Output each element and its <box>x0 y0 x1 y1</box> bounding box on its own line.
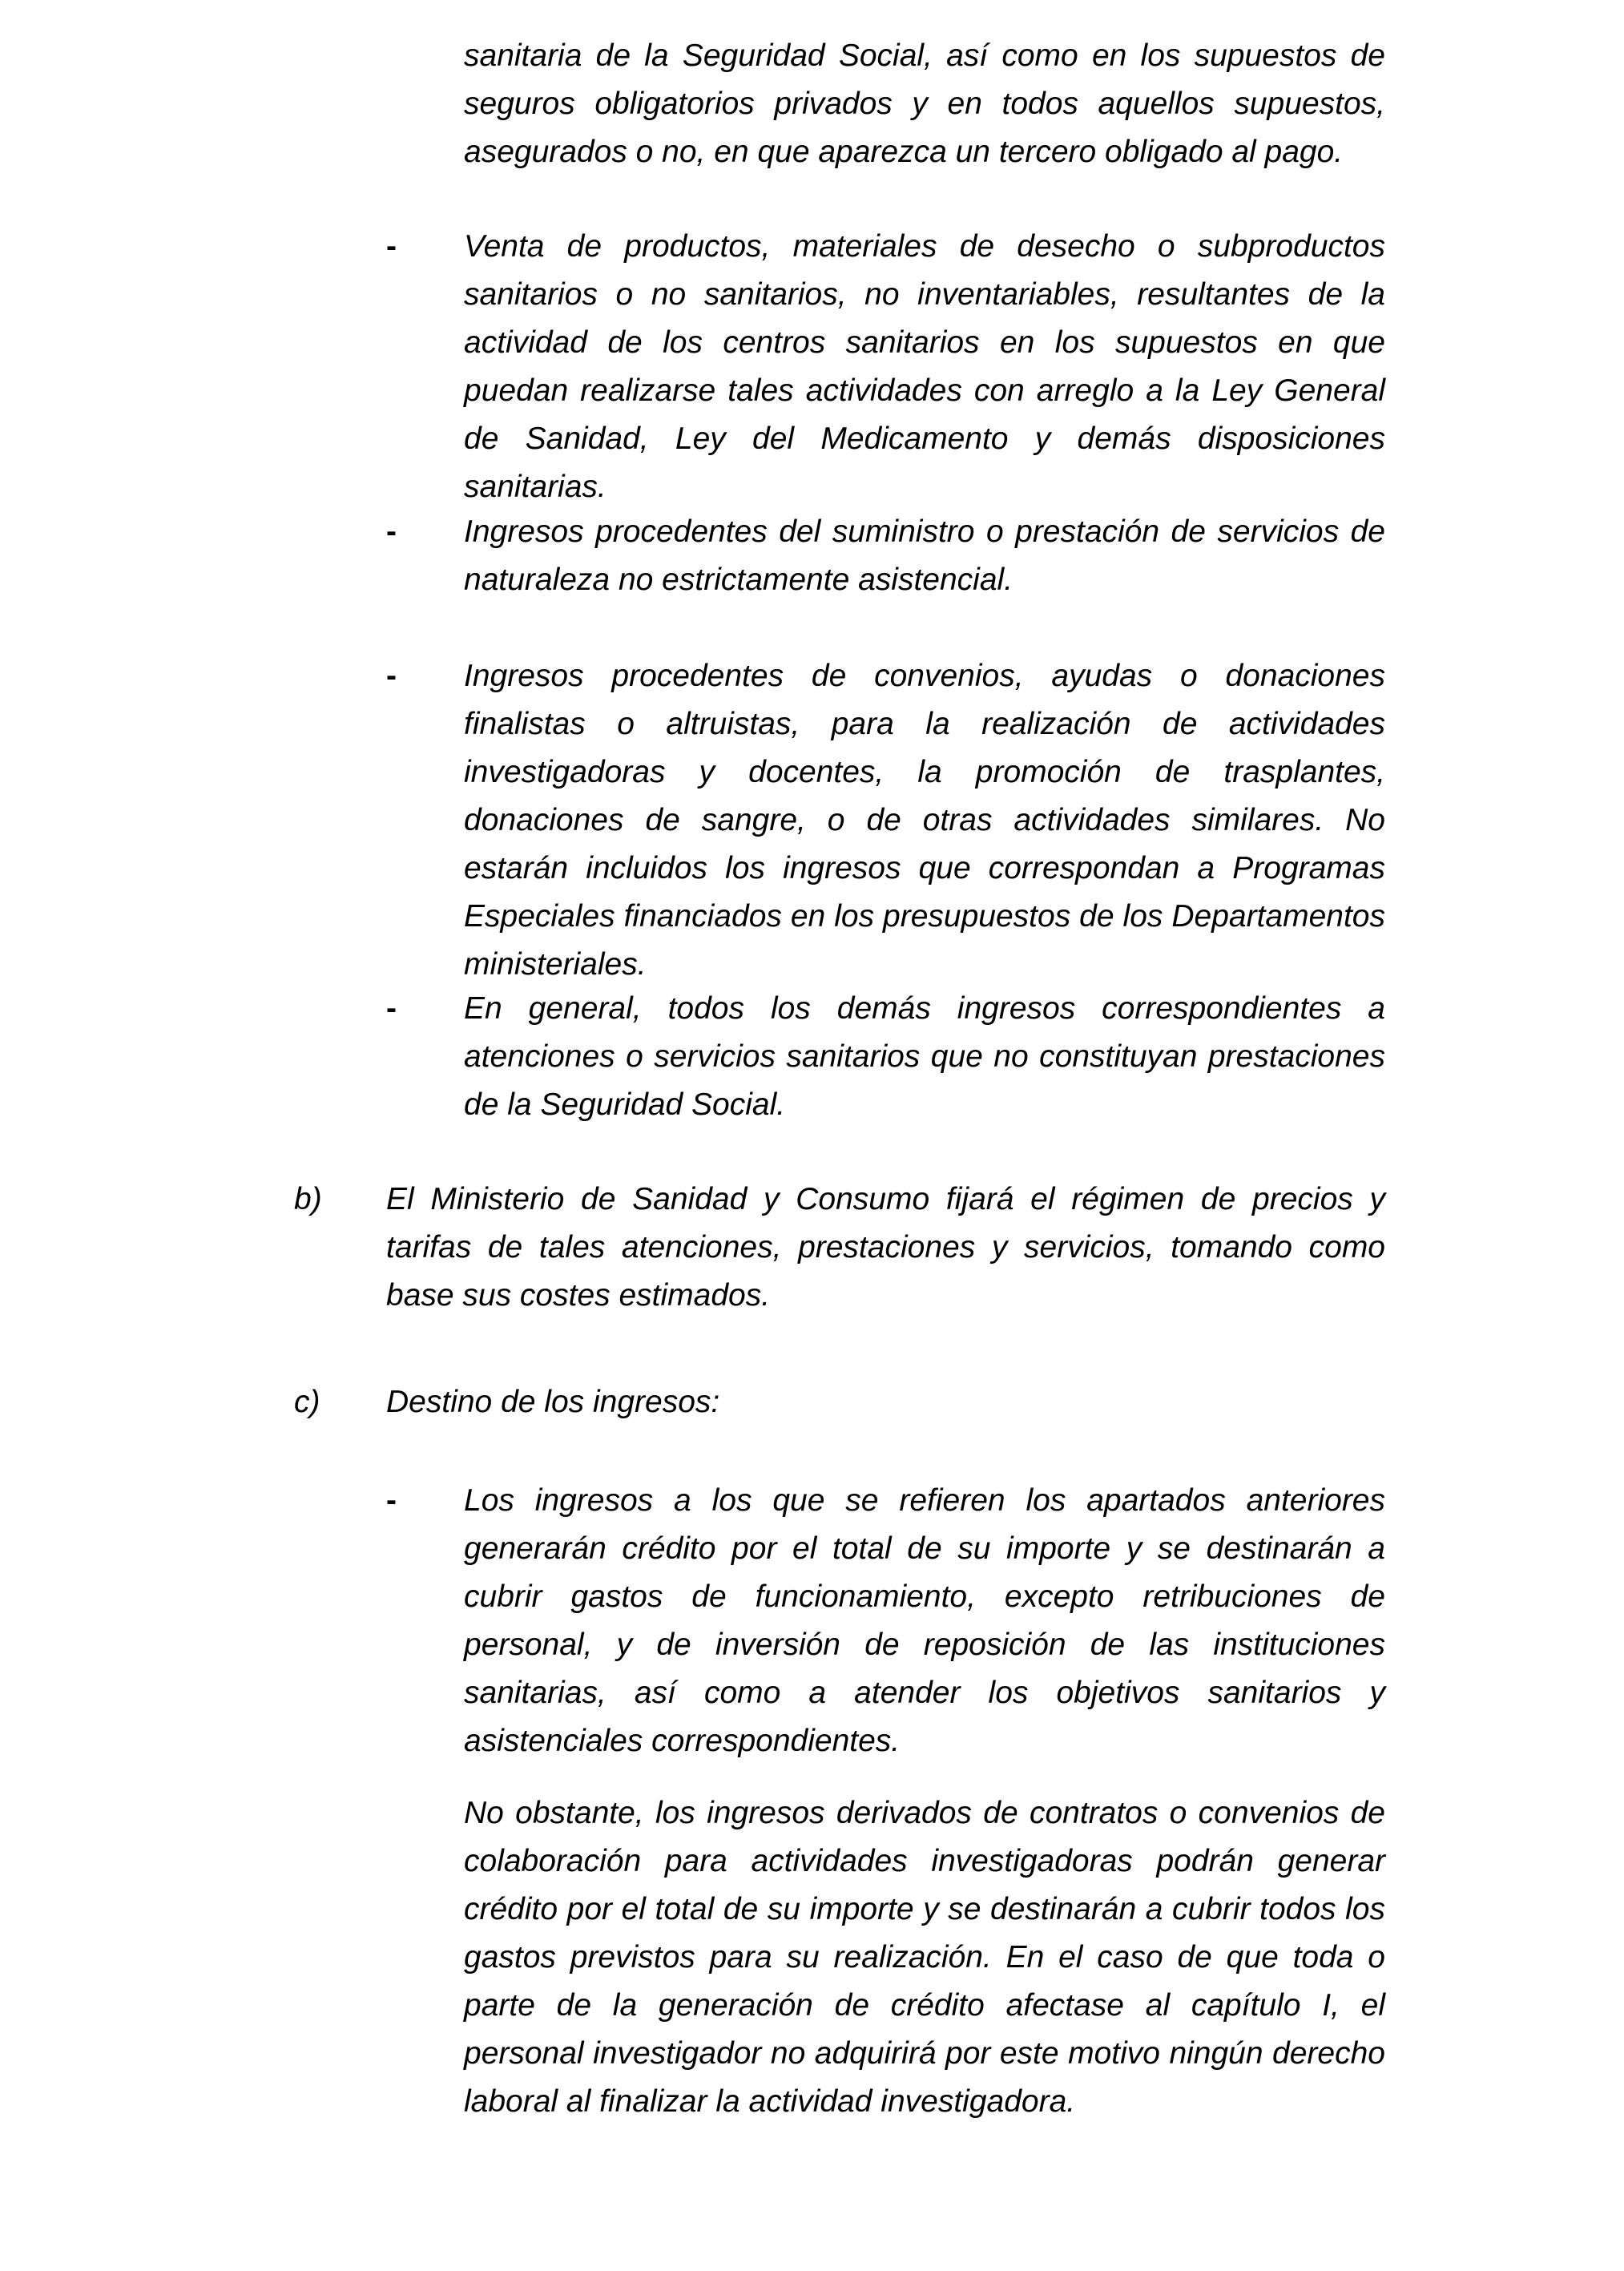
item-suministro-servicios: Ingresos procedentes del suministro o prestación de servicios de naturaleza no estrictamente asistencial. <box>464 514 1385 597</box>
item-convenios-ayudas: Ingresos procedentes de convenios, ayudas o donaciones finalistas o altruistas, para la realización de actividades investigadoras y docentes, la promoción de trasplantes, donaciones de sangre, o de otras actividades similares. No estarán incluidos los ingresos que correspondan a Programas Especiales financiados en los presupuestos de los Departamentos ministeriales. <box>464 659 1385 982</box>
dash-marker: - <box>386 229 397 264</box>
dash-marker: - <box>386 659 397 693</box>
section-b-marker: b) <box>294 1182 322 1216</box>
section-c-marker: c) <box>294 1385 320 1419</box>
item-destino-ingresos: Los ingresos a los que se refieren los apartados anteriores generarán crédito por el total de su importe y se destinarán a cubrir gastos de funcionamiento, excepto retribuciones de personal, y de inversión de reposición de las instituciones sanitarias, así como a atender los objetivos sanitarios y asistenciales correspondientes. <box>464 1483 1385 1758</box>
dash-marker: - <box>386 1483 397 1518</box>
item-demas-ingresos: En general, todos los demás ingresos correspondientes a atenciones o servicios sanitarios que no constituyan prestaciones de la Seguridad Social. <box>464 991 1385 1122</box>
section-c-heading: Destino de los ingresos: <box>386 1385 720 1419</box>
item-venta-productos: Venta de productos, materiales de desecho o subproductos sanitarios o no sanitarios, no inventariables, resultantes de la actividad de los centros sanitarios en los supuestos en que puedan realizarse tales actividades con arreglo a la Ley General de Sanidad, Ley del Medicamento y demás disposiciones sanitarias. <box>464 229 1385 504</box>
section-b-text: El Ministerio de Sanidad y Consumo fijará el régimen de precios y tarifas de tales atenciones, prestaciones y servicios, tomando como base sus costes estimados. <box>386 1182 1385 1313</box>
dash-marker: - <box>386 514 397 549</box>
dash-marker: - <box>386 991 397 1026</box>
closing-paragraph: No obstante, los ingresos derivados de contratos o convenios de colaboración para actividades investigadoras podrán generar crédito por el total de su importe y se destinarán a cubrir todos los gastos previstos para su realización. En el caso de que toda o parte de la generación de crédito afectase al capítulo I, el personal investigador no adquirirá por este motivo ningún derecho laboral al finalizar la actividad investigadora. <box>464 1796 1385 2119</box>
continuation-paragraph: sanitaria de la Seguridad Social, así como en los supuestos de seguros obligatorios privados y en todos aquellos supuestos, asegurados o no, en que aparezca un tercero obligado al pago. <box>464 38 1385 169</box>
